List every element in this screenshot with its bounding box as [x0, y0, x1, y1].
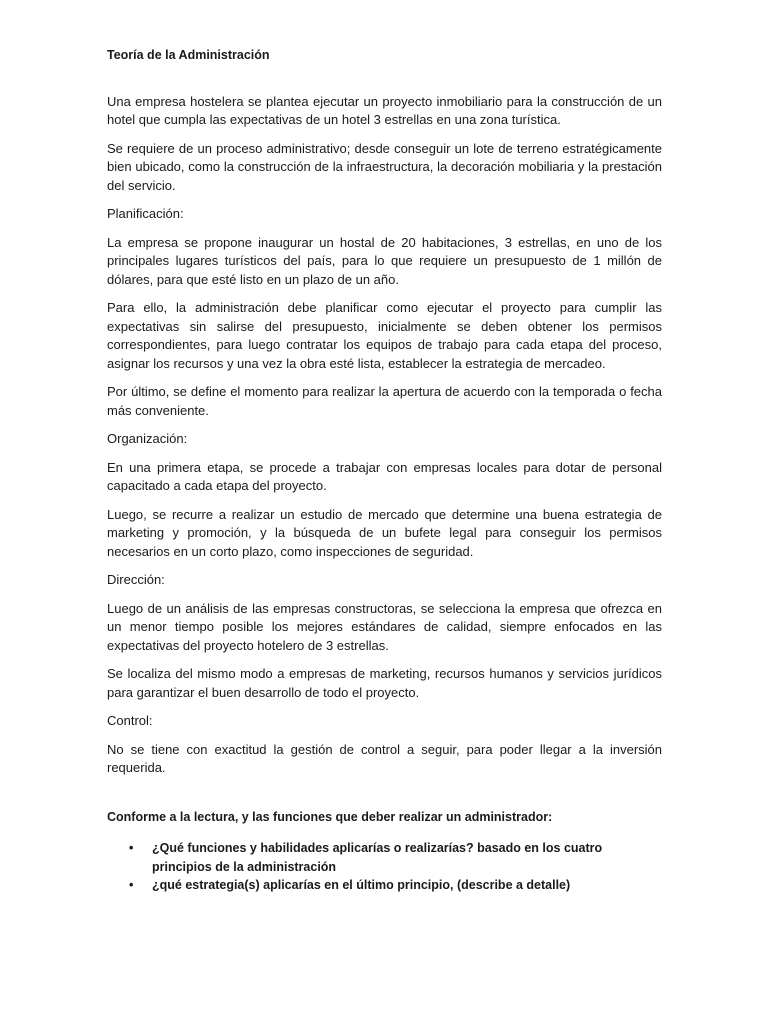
document-title: Teoría de la Administración: [107, 48, 270, 62]
section-heading-direccion: Dirección:: [107, 572, 165, 587]
list-item-text: ¿Qué funciones y habilidades aplicarías o realizarías? basado en los cuatro principios de la administración: [152, 841, 603, 874]
document-page: [107, 46, 662, 895]
question-prompt: Conforme a la lectura, y las funciones que deber realizar un administrador:: [107, 809, 553, 824]
direccion-paragraph-2: Se localiza del mismo modo a empresas de marketing, recursos humanos y servicios jurídicos para garantizar el buen desarrollo de todo el proyecto.: [107, 666, 662, 700]
planificacion-paragraph-3: Por último, se define el momento para realizar la apertura de acuerdo con la temporada o fecha más conveniente.: [107, 384, 662, 418]
intro-paragraph-1: Una empresa hostelera se plantea ejecutar un proyecto inmobiliario para la construcción de un hotel que cumpla las expectativas de un hotel 3 estrellas en una zona turística.: [107, 93, 662, 127]
list-item: [107, 839, 662, 876]
control-paragraph-1: No se tiene con exactitud la gestión de control a seguir, para poder llegar a la inversión requerida.: [107, 741, 662, 775]
section-heading-control: Control:: [107, 713, 153, 728]
section-heading-organizacion: Organización:: [107, 431, 188, 446]
bullet-icon: •: [129, 841, 134, 855]
section-spacer: [107, 788, 662, 808]
list-item-text: ¿qué estrategia(s) aplicarías en el último principio, (describe a detalle): [152, 878, 571, 892]
list-item: [107, 876, 662, 895]
question-list: [107, 839, 662, 895]
organizacion-paragraph-1: En una primera etapa, se procede a trabajar con empresas locales para dotar de personal capacitado a cada etapa del proyecto.: [107, 459, 662, 493]
organizacion-paragraph-2: Luego, se recurre a realizar un estudio de mercado que determine una buena estrategia de marketing y promoción, y la búsqueda de un bufete legal para conseguir los permisos necesarios en un corto plazo, como inspecciones de seguridad.: [107, 506, 662, 559]
bullet-icon: •: [129, 878, 134, 892]
planificacion-paragraph-2: Para ello, la administración debe planificar como ejecutar el proyecto para cumplir las expectativas sin salirse del presupuesto, inicialmente se deben obtener los permisos correspondientes, para luego contratar los equipos de trabajo para cada etapa del proceso, asignar los recursos y una vez la obra esté lista, establecer la estrategia de mercadeo.: [107, 300, 662, 371]
intro-paragraph-2: Se requiere de un proceso administrativo; desde conseguir un lote de terreno estratégicamente bien ubicado, como la construcción de la infraestructura, la decoración mobiliaria y la prestación del servicio.: [107, 140, 662, 193]
direccion-paragraph-1: Luego de un análisis de las empresas constructoras, se selecciona la empresa que ofrezca en un menor tiempo posible los mejores estándares de calidad, siempre enfocados en las expectativas del proyecto hotelero de 3 estrellas.: [107, 600, 662, 653]
planificacion-paragraph-1: La empresa se propone inaugurar un hostal de 20 habitaciones, 3 estrellas, en uno de los principales lugares turísticos del país, para lo que requiere un presupuesto de 1 millón de dólares, para que esté listo en un plazo de un año.: [107, 234, 662, 287]
section-heading-planificacion: Planificación:: [107, 206, 184, 221]
